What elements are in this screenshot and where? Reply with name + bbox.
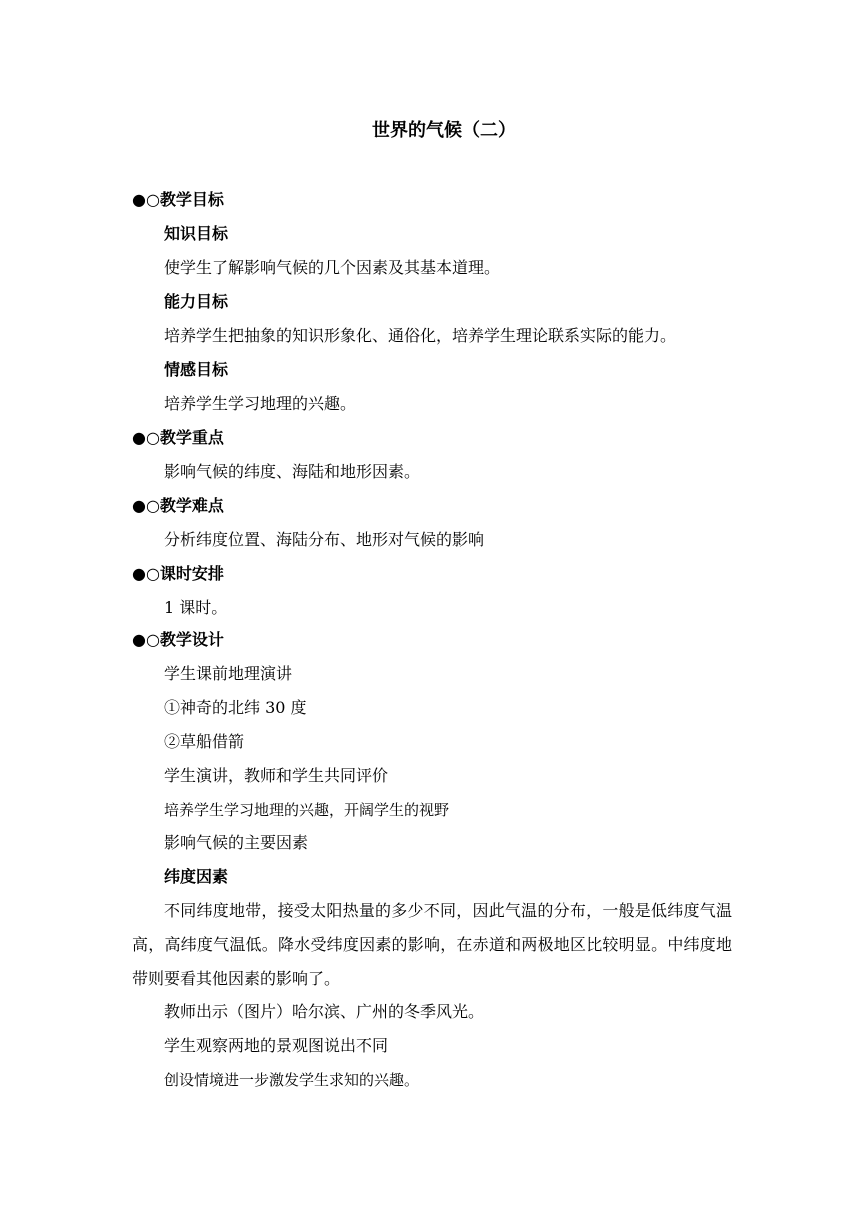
design-note: 培养学生学习地理的兴趣，开阔学生的视野 <box>164 801 450 819</box>
latitude-factor-paragraph: 不同纬度地带，接受太阳热量的多少不同，因此气温的分布，一般是低纬度气温高，高纬度气温低。降水受纬度因素的影响，在赤道和两极地区比较明显。中纬度地带则要看其他因素的影响了。 <box>132 901 732 988</box>
design-line: 学生观察两地的景观图说出不同 <box>164 1036 389 1055</box>
design-line: 学生课前地理演讲 <box>164 664 293 683</box>
ability-goal-text: 培养学生把抽象的知识形象化、通俗化，培养学生理论联系实际的能力。 <box>164 326 677 345</box>
latitude-factor-label: 纬度因素 <box>164 867 229 886</box>
emotion-goal-label: 情感目标 <box>164 360 229 379</box>
design-line: 影响气候的主要因素 <box>164 833 309 852</box>
design-line: ①神奇的北纬 30 度 <box>164 698 307 717</box>
design-line: 教师出示（图片）哈尔滨、广州的冬季风光。 <box>164 1002 485 1021</box>
page-title: 世界的气候（二） <box>372 120 516 141</box>
design-line: 学生演讲，教师和学生共同评价 <box>164 766 389 785</box>
knowledge-goal-label: 知识目标 <box>164 224 229 243</box>
ability-goal-label: 能力目标 <box>164 292 229 311</box>
knowledge-goal-text: 使学生了解影响气候的几个因素及其基本道理。 <box>164 258 501 277</box>
difficulties-text: 分析纬度位置、海陆分布、地形对气候的影响 <box>164 530 485 549</box>
schedule-text: 1 课时。 <box>164 598 228 617</box>
section-heading-key-points: ●○教学重点 <box>132 428 224 447</box>
design-line: ②草船借箭 <box>164 732 245 751</box>
design-note: 创设情境进一步激发学生求知的兴趣。 <box>164 1071 420 1089</box>
key-points-text: 影响气候的纬度、海陆和地形因素。 <box>164 462 421 481</box>
emotion-goal-text: 培养学生学习地理的兴趣。 <box>164 394 357 413</box>
section-heading-difficulties: ●○教学难点 <box>132 496 224 515</box>
section-heading-schedule: ●○课时安排 <box>132 564 224 583</box>
section-heading-goals: ●○教学目标 <box>132 190 224 209</box>
section-heading-design: ●○教学设计 <box>132 630 224 649</box>
